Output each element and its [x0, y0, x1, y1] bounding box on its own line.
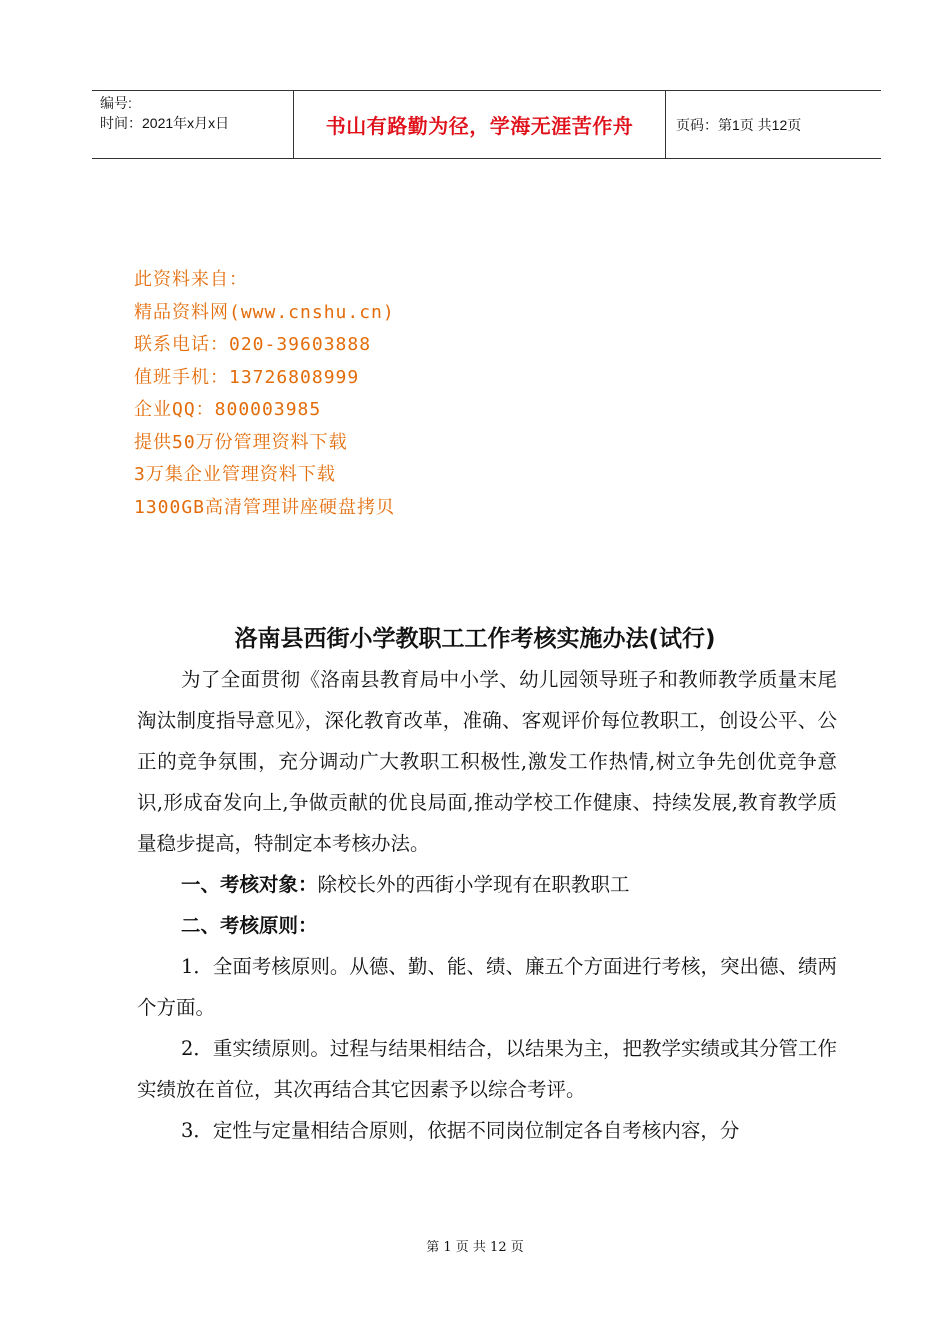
header-left-cell [92, 91, 294, 158]
promo-line: 企业QQ：800003985 [134, 399, 322, 420]
document-body [137, 659, 837, 1151]
promo-line: 1300GB高清管理讲座硬盘拷贝 [134, 496, 396, 518]
page-footer: 第 1 页 共 12 页 [426, 1240, 524, 1255]
promo-line: 3万集企业管理资料下载 [134, 464, 336, 485]
promo-line: 联系电话：020-39603888 [134, 334, 372, 355]
principle-paragraph: 3．定性与定量相结合原则，依据不同岗位制定各自考核内容，分 [181, 1119, 740, 1142]
promo-line: 值班手机：13726808999 [134, 366, 360, 388]
intro-paragraph: 为了全面贯彻《洛南县教育局中小学、幼儿园领导班子和教师教学质量末尾淘汰制度指导意见》，深化教育改革，准确、客观评价每位教职工，创设公平、公正的竞争氛围，充分调动广大教职工积极性,激发工作热情,树立争先创优竞争意识,形成奋发向上,争做贡献的优良局面,推动学校工作健康、持续发展,教育教学质量稳步提高，特制定本考核办法。 [137, 668, 837, 855]
header-table [92, 90, 881, 159]
promo-block [134, 264, 395, 524]
header-motto-cell [294, 91, 666, 158]
section1-paragraph [137, 864, 837, 905]
motto-text: 书山有路勤为径，学海无涯苦作舟 [325, 114, 634, 138]
promo-line: 提供50万份管理资料下载 [134, 431, 348, 453]
section2-heading: 二、考核原则： [181, 914, 318, 937]
page-info: 页码：第1页 共12页 [676, 116, 802, 133]
section1-text: 除校长外的西街小学现有在职教职工 [317, 873, 630, 896]
promo-line: 此资料来自： [134, 269, 248, 290]
document-title: 洛南县西街小学教职工工作考核实施办法(试行) [234, 626, 716, 652]
header-page-cell [666, 91, 881, 158]
principle-paragraph: 1．全面考核原则。从德、勤、能、绩、廉五个方面进行考核，突出德、绩两个方面。 [137, 955, 837, 1019]
section1-heading: 一、考核对象： [181, 873, 318, 896]
time-label: 时间：2021年x月x日 [100, 115, 230, 131]
number-label: 编号: [100, 95, 132, 111]
principle-paragraph: 2．重实绩原则。过程与结果相结合，以结果为主，把教学实绩或其分管工作实绩放在首位，其次再结合其它因素予以综合考评。 [137, 1037, 837, 1101]
promo-line: 精品资料网(www.cnshu.cn) [134, 301, 395, 323]
